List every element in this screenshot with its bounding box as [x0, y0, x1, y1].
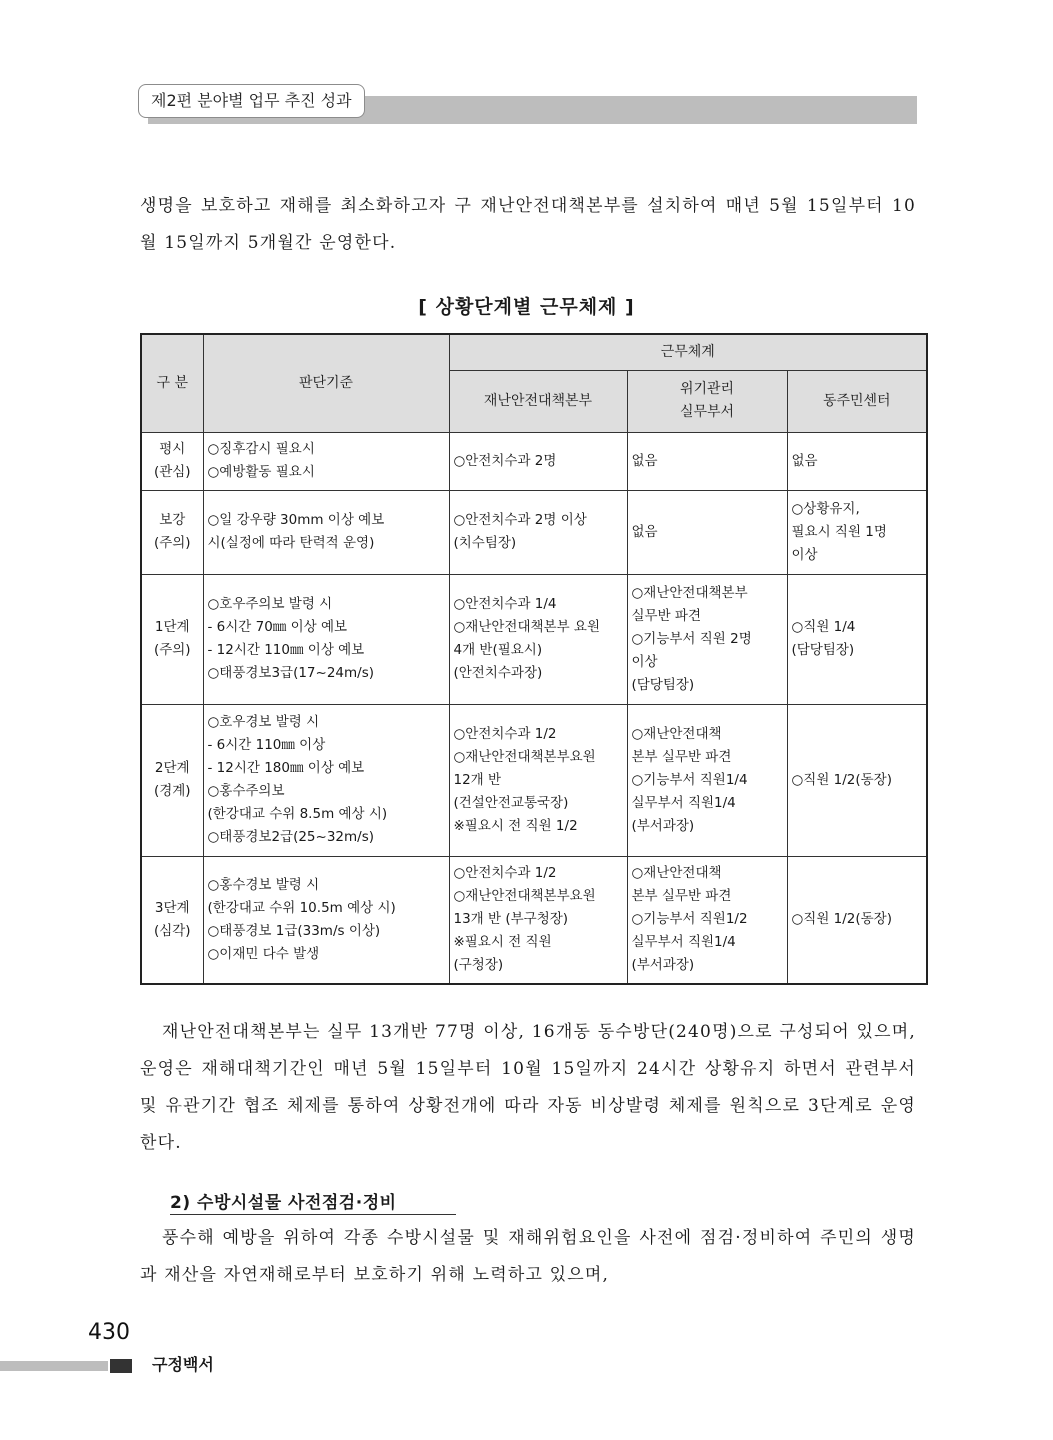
community-center-cell: 없음 — [787, 432, 927, 490]
hq-cell: ○안전치수과 2명 이상 (치수팀장) — [449, 490, 627, 574]
community-center-cell: ○직원 1/2(동장) — [787, 704, 927, 856]
stage-cell: 3단계 (심각) — [141, 856, 203, 984]
crisis-dept-cell: ○재난안전대책본부 실무반 파견 ○기능부서 직원 2명 이상 (담당팀장) — [627, 574, 787, 704]
crisis-dept-cell: 없음 — [627, 432, 787, 490]
hq-cell: ○안전치수과 1/2 ○재난안전대책본부요원 13개 반 (부구청장) ※필요시 전 직원 (구청장) — [449, 856, 627, 984]
hq-cell: ○안전치수과 2명 — [449, 432, 627, 490]
body-paragraph — [140, 1014, 916, 1162]
table-row — [141, 432, 927, 490]
crisis-dept-cell: 없음 — [627, 490, 787, 574]
hq-cell: ○안전치수과 1/4 ○재난안전대책본부 요원 4개 반(필요시) (안전치수과장) — [449, 574, 627, 704]
header-community-center: 동주민센터 — [787, 370, 927, 432]
footer-bar — [0, 1361, 108, 1371]
header-hq: 재난안전대책본부 — [449, 370, 627, 432]
table-row — [141, 490, 927, 574]
subsection-underline — [170, 1214, 456, 1215]
table-row — [141, 856, 927, 984]
book-title: 구정백서 — [152, 1355, 214, 1374]
criteria-cell: ○징후감시 필요시 ○예방활동 필요시 — [203, 432, 449, 490]
header-criteria: 판단기준 — [203, 334, 449, 432]
community-center-cell: ○상황유지, 필요시 직원 1명 이상 — [787, 490, 927, 574]
table-row — [141, 704, 927, 856]
header-work-system: 근무체계 — [449, 334, 927, 370]
criteria-cell: ○호우주의보 발령 시 - 6시간 70㎜ 이상 예보 - 12시간 110㎜ 이상 예보 ○태풍경보3급(17~24m/s) — [203, 574, 449, 704]
community-center-cell: ○직원 1/2(동장) — [787, 856, 927, 984]
page-number: 430 — [88, 1320, 130, 1345]
section-label: 제2편 분야별 업무 추진 성과 — [138, 84, 365, 118]
header-category: 구 분 — [141, 334, 203, 432]
criteria-cell: ○호우경보 발령 시 - 6시간 110㎜ 이상 - 12시간 180㎜ 이상 예보 ○홍수주의보 (한강대교 수위 8.5m 예상 시) ○태풍경보2급(25~32m/s) — [203, 704, 449, 856]
stage-cell: 1단계 (주의) — [141, 574, 203, 704]
criteria-cell: ○일 강우량 30mm 이상 예보 시(실정에 따라 탄력적 운영) — [203, 490, 449, 574]
stage-cell: 평시 (관심) — [141, 432, 203, 490]
crisis-dept-cell: ○재난안전대책 본부 실무반 파견 ○기능부서 직원1/4 실무부서 직원1/4 (부서과장) — [627, 704, 787, 856]
subsection-paragraph-text: 풍수해 예방을 위하여 각종 수방시설물 및 재해위험요인을 사전에 점검·정비하여 주민의 생명과 재산을 자연재해로부터 보호하기 위해 노력하고 있으며, — [140, 1228, 916, 1285]
header-crisis-dept: 위기관리 실무부서 — [627, 370, 787, 432]
subsection-heading: 2) 수방시설물 사전점검·정비 — [170, 1193, 397, 1213]
crisis-dept-cell: ○재난안전대책 본부 실무반 파견 ○기능부서 직원1/2 실무부서 직원1/4 (부서과장) — [627, 856, 787, 984]
stage-cell: 2단계 (경계) — [141, 704, 203, 856]
body-paragraph-text: 재난안전대책본부는 실무 13개반 77명 이상, 16개동 동수방단(240명)으로 구성되어 있으며, 운영은 재해대책기간인 매년 5월 15일부터 10월 15일까지 24시간 상황유지 하면서 관련부서 및 유관기간 협조 체제를 통하여 상황전개에 따라 자동 비상발령 체제를 원칙으로 3단계로 운영한다. — [140, 1022, 916, 1153]
intro-paragraph: 생명을 보호하고 재해를 최소화하고자 구 재난안전대책본부를 설치하여 매년 5월 15일부터 10월 15일까지 5개월간 운영한다. — [140, 196, 916, 253]
subsection-paragraph — [140, 1220, 916, 1294]
community-center-cell: ○직원 1/4 (담당팀장) — [787, 574, 927, 704]
table-title: [ 상황단계별 근무체제 ] — [418, 296, 635, 318]
table-row — [141, 574, 927, 704]
criteria-cell: ○홍수경보 발령 시 (한강대교 수위 10.5m 예상 시) ○태풍경보 1급(33m/s 이상) ○이재민 다수 발생 — [203, 856, 449, 984]
stage-cell: 보강 (주의) — [141, 490, 203, 574]
hq-cell: ○안전치수과 1/2 ○재난안전대책본부요원 12개 반 (건설안전교통국장) ※필요시 전 직원 1/2 — [449, 704, 627, 856]
footer-marker — [110, 1359, 132, 1373]
work-system-table — [140, 333, 928, 985]
